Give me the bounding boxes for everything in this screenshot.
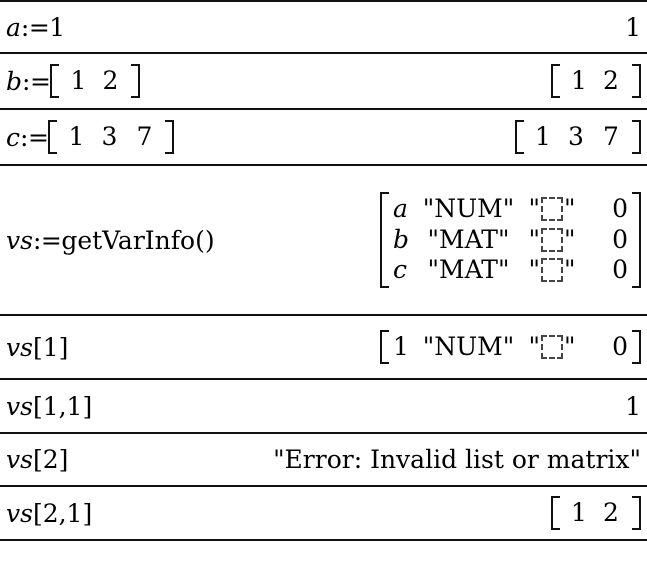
output-matrix (551, 496, 641, 531)
output-matrix (380, 330, 641, 365)
variable-name: c (6, 122, 21, 152)
row-input (6, 391, 93, 421)
row-output (625, 391, 641, 421)
function-name: getVarInfo (61, 225, 196, 255)
row-input (6, 226, 215, 255)
input-matrix (50, 64, 140, 99)
row-input (6, 498, 93, 528)
matrix-body (560, 496, 632, 531)
matrix-cell: 7 (603, 121, 619, 151)
matrix-cell: 1 (70, 65, 87, 95)
variable-name: vs (6, 225, 33, 255)
matrix-row (564, 498, 628, 529)
matrix-cell: 3 (101, 121, 118, 151)
assignment-operator: := (32, 225, 62, 255)
history-row-a-assign[interactable] (0, 0, 647, 54)
row-input (6, 447, 68, 472)
input-matrix (48, 120, 174, 155)
row-output (380, 330, 641, 365)
matrix-cell: 1 (535, 121, 551, 151)
row-input (6, 12, 66, 42)
index-expression: [2,1] (32, 498, 93, 528)
matrix-row (393, 255, 628, 286)
row-output (273, 447, 641, 472)
bracket-right-icon (632, 496, 641, 531)
matrix-body (389, 330, 632, 365)
matrix-row (393, 194, 628, 225)
matrix-row (393, 332, 628, 363)
matrix-cell: "NUM" (422, 331, 515, 361)
matrix-body (524, 120, 632, 155)
history-row-getvarinfo[interactable] (0, 166, 647, 316)
bracket-left-icon (551, 496, 560, 531)
matrix-cell-placeholder: " " (528, 193, 576, 223)
bracket-left-icon (50, 64, 59, 99)
assignment-operator: := (22, 66, 51, 96)
matrix-cell: 0 (612, 193, 628, 223)
matrix-cell: 3 (568, 121, 584, 151)
matrix-cell: 1 (393, 331, 409, 361)
placeholder-box-icon (541, 228, 563, 252)
row-output (380, 192, 641, 288)
bracket-left-icon (380, 330, 389, 365)
function-parens: ( (195, 225, 205, 255)
bracket-right-icon (165, 120, 174, 155)
matrix-cell: 1 (571, 497, 587, 527)
row-input (6, 120, 174, 155)
output-value: 1 (625, 391, 641, 421)
index-expression: [1,1] (32, 391, 93, 421)
variable-name: b (6, 66, 23, 96)
history-row-vs-2-1[interactable] (0, 487, 647, 541)
matrix-cell: "MAT" (427, 224, 510, 254)
placeholder-box-icon (541, 335, 563, 359)
bracket-right-icon (632, 192, 641, 288)
output-matrix (380, 192, 641, 288)
placeholder-box-icon (541, 197, 563, 221)
matrix-cell: 0 (612, 224, 628, 254)
matrix-cell-placeholder: " " (528, 224, 576, 254)
row-output (515, 120, 641, 155)
row-output (625, 12, 641, 42)
bracket-right-icon (632, 120, 641, 155)
variable-name: vs (6, 391, 33, 421)
matrix-cell: a (393, 193, 408, 223)
row-output (551, 496, 641, 531)
matrix-body (59, 64, 131, 99)
placeholder-box-icon (541, 258, 563, 282)
history-row-vs-2[interactable] (0, 434, 647, 487)
bracket-left-icon (515, 120, 524, 155)
matrix-row (528, 122, 628, 153)
matrix-row (564, 66, 628, 97)
function-parens-close: ) (204, 225, 215, 255)
output-matrix (551, 64, 641, 99)
bracket-right-icon (131, 64, 140, 99)
history-row-vs-1[interactable] (0, 316, 647, 380)
history-row-vs-1-1[interactable] (0, 380, 647, 434)
assignment-operator: := (20, 12, 50, 42)
bracket-left-icon (48, 120, 57, 155)
variable-name: a (6, 12, 21, 42)
row-input (6, 64, 140, 99)
matrix-body (560, 64, 632, 99)
matrix-cell: c (393, 255, 408, 285)
matrix-cell-placeholder: " " (528, 255, 576, 285)
output-value: 1 (625, 12, 641, 42)
bracket-left-icon (380, 192, 389, 288)
matrix-cell: 7 (136, 121, 153, 151)
history-row-b-assign[interactable] (0, 54, 647, 110)
history-row-c-assign[interactable] (0, 110, 647, 166)
output-matrix (515, 120, 641, 155)
matrix-cell: 0 (612, 331, 628, 361)
row-output (551, 64, 641, 99)
matrix-cell: 2 (603, 65, 619, 95)
variable-name: vs (6, 498, 33, 528)
matrix-cell: "MAT" (427, 255, 510, 285)
matrix-row (63, 66, 127, 97)
assignment-operator: := (20, 122, 49, 152)
index-expression: [1] (32, 332, 69, 362)
matrix-cell-placeholder: " " (528, 331, 576, 361)
index-expression: [2] (32, 445, 69, 474)
bracket-right-icon (632, 330, 641, 365)
matrix-cell: 1 (571, 65, 587, 95)
matrix-cell: 1 (68, 121, 85, 151)
matrix-cell: 0 (612, 255, 628, 285)
bracket-left-icon (551, 64, 560, 99)
matrix-cell: b (393, 224, 410, 254)
input-expression: 1 (49, 12, 66, 42)
matrix-row (61, 122, 161, 153)
matrix-body (57, 120, 165, 155)
matrix-cell: 2 (603, 497, 619, 527)
error-message: "Error: Invalid list or matrix" (273, 445, 641, 474)
matrix-cell: 2 (102, 65, 119, 95)
variable-name: vs (6, 332, 33, 362)
matrix-cell: "NUM" (422, 193, 515, 223)
bracket-right-icon (632, 64, 641, 99)
matrix-body (389, 192, 632, 288)
matrix-row (393, 225, 628, 256)
row-input (6, 332, 69, 362)
variable-name: vs (6, 445, 33, 474)
